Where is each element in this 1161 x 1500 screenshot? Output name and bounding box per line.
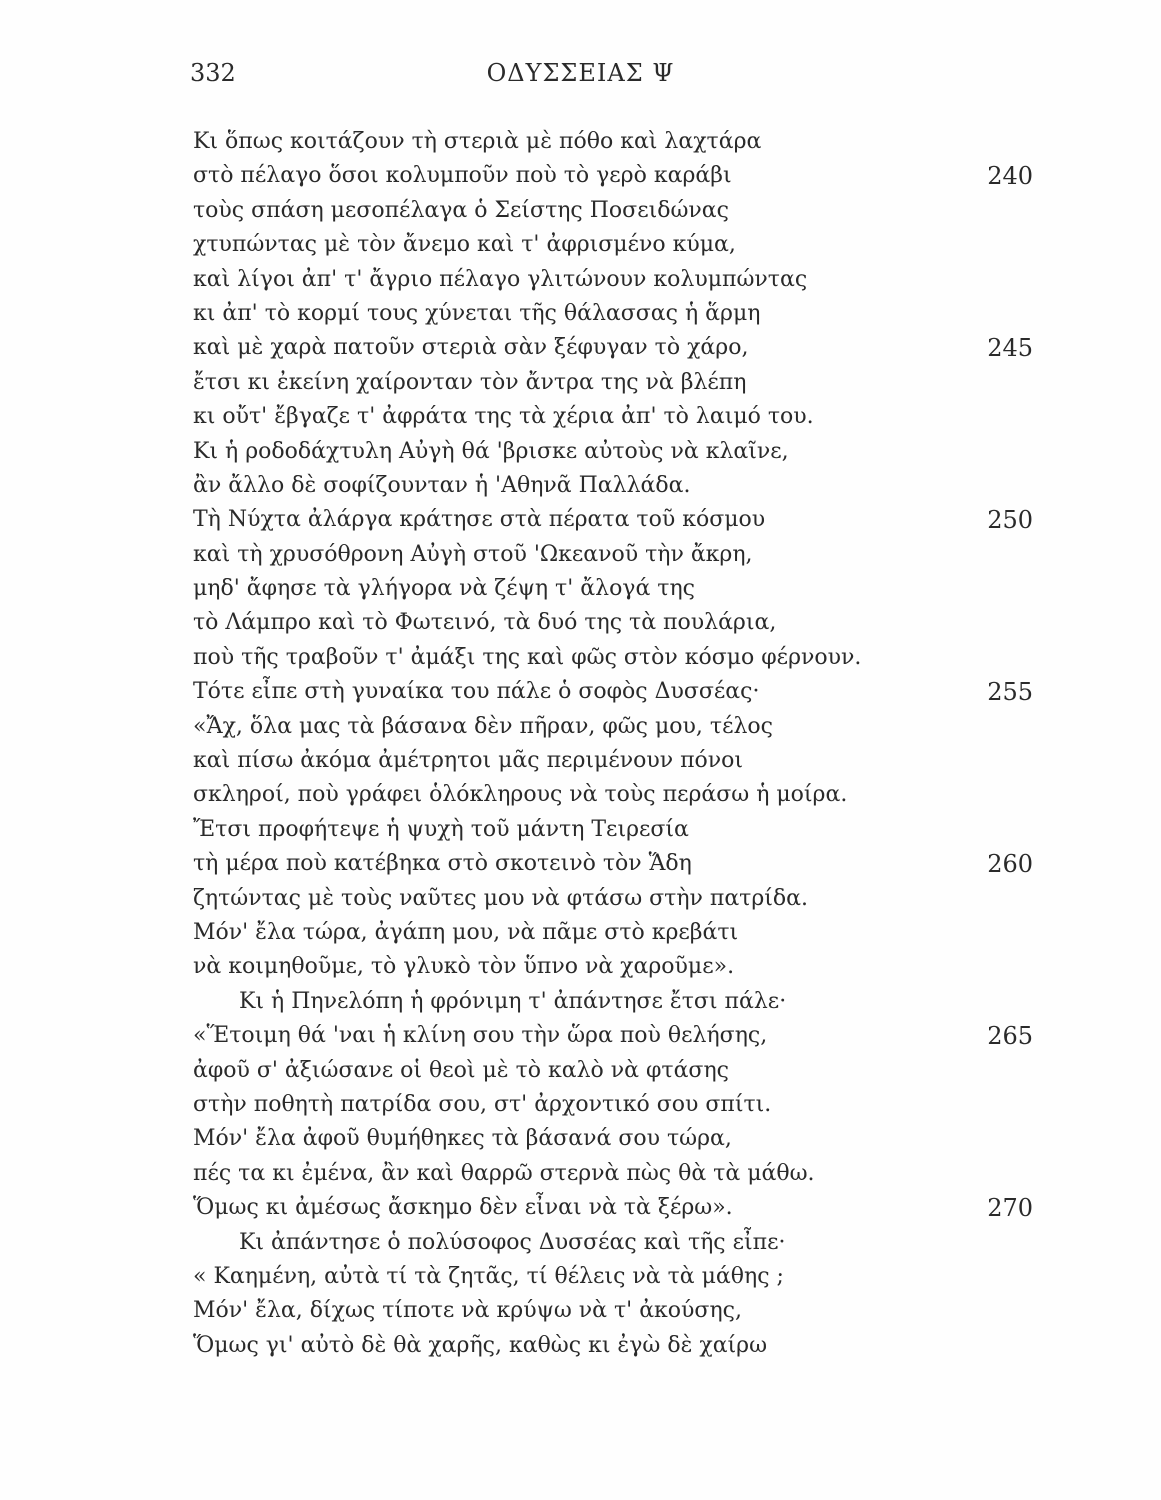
verse-text: « Καημένη, αὐτὰ τί τὰ ζητᾶς, τί θέλεις νὰ τὰ μάθης ; [193,1263,784,1289]
verse-text: μηδ' ἄφησε τὰ γλήγορα νὰ ζέψη τ' ἄλογά της [193,576,695,602]
verse-block [193,125,1073,1363]
verse-line [193,538,1073,572]
verse-text: Κι ἡ ροδοδάχτυλη Αὐγὴ θά 'βρισκε αὐτοὺς νὰ κλαῖνε, [193,438,789,464]
verse-text: Ὅμως γι' αὐτὸ δὲ θὰ χαρῆς, καθὼς κι ἐγὼ δὲ χαίρω [193,1332,768,1358]
verse-text: νὰ κοιμηθοῦμε, τὸ γλυκὸ τὸν ὕπνο νὰ χαροῦμε». [193,954,735,980]
verse-line [193,263,1073,297]
verse-text: Τὴ Νύχτα ἀλάργα κράτησε στὰ πέρατα τοῦ κόσμου [193,507,766,533]
verse-text: πές τα κι ἐμένα, ἂν καὶ θαρρῶ στερνὰ πὼς θὰ τὰ μάθω. [193,1160,815,1186]
line-number: 260 [987,850,1033,879]
verse-text: τὴ μέρα ποὺ κατέβηκα στὸ σκοτεινὸ τὸν Ἅδη [193,851,692,877]
verse-text: Ἔτσι προφήτεψε ἡ ψυχὴ τοῦ μάντη Τειρεσία [193,816,689,842]
verse-text: στὸ πέλαγο ὅσοι κολυμποῦν ποὺ τὸ γερὸ καράβι [193,163,732,189]
verse-text: ζητώντας μὲ τοὺς ναῦτες μου νὰ φτάσω στὴν πατρίδα. [193,885,809,911]
running-title: ΟΔΥΣΣΕΙΑΣ Ψ [486,59,675,87]
verse-text: καὶ πίσω ἀκόμα ἀμέτρητοι μᾶς περιμένουν πόνοι [193,748,744,774]
verse-line [193,675,1073,709]
verse-text: Μόν' ἔλα τώρα, ἀγάπη μου, νὰ πᾶμε στὸ κρεβάτι [193,919,739,945]
verse-text: ἔτσι κι ἐκείνη χαίρονταν τὸν ἄντρα της νὰ βλέπη [193,369,747,395]
page-number: 332 [190,59,236,87]
verse-line [193,710,1073,744]
verse-text: τοὺς σπάση μεσοπέλαγα ὁ Σείστης Ποσειδώνας [193,197,729,223]
verse-line [193,1054,1073,1088]
verse-text: Μόν' ἔλα ἀφοῦ θυμήθηκες τὰ βάσανά σου τώρα, [193,1126,732,1152]
verse-text: κι ἀπ' τὸ κορμί τους χύνεται τῆς θάλασσας ἡ ἅρμη [193,300,761,326]
verse-line [193,572,1073,606]
verse-line [193,331,1073,365]
line-number: 250 [987,506,1033,535]
verse-line [193,950,1073,984]
verse-line [193,1157,1073,1191]
line-number: 240 [987,162,1033,191]
verse-line [193,1226,1073,1260]
verse-line [193,813,1073,847]
line-number: 270 [987,1194,1033,1223]
verse-line [193,606,1073,640]
verse-line [193,194,1073,228]
verse-text: ἂν ἄλλο δὲ σοφίζουνταν ἡ 'Αθηνᾶ Παλλάδα. [193,472,691,498]
verse-text: Κι ἀπάντησε ὁ πολύσοφος Δυσσέας καὶ τῆς εἶπε· [239,1229,786,1255]
verse-line [193,882,1073,916]
verse-line [193,1329,1073,1363]
verse-line [193,1294,1073,1328]
verse-line [193,159,1073,193]
verse-line [193,1260,1073,1294]
verse-text: «Ἄχ, ὅλα μας τὰ βάσανα δὲν πῆραν, φῶς μου, τέλος [193,713,773,739]
verse-line [193,744,1073,778]
verse-text: Μόν' ἔλα, δίχως τίποτε νὰ κρύψω νὰ τ' ἀκούσης, [193,1298,742,1324]
verse-line [193,400,1073,434]
line-number: 245 [987,334,1033,363]
verse-line [193,435,1073,469]
verse-line [193,916,1073,950]
verse-line [193,228,1073,262]
line-number: 255 [987,678,1033,707]
verse-text: σκληροί, ποὺ γράφει ὁλόκληρους νὰ τοὺς περάσω ἡ μοίρα. [193,782,848,808]
verse-text: καὶ μὲ χαρὰ πατοῦν στεριὰ σὰν ξέφυγαν τὸ χάρο, [193,335,749,361]
verse-line [193,366,1073,400]
verse-line [193,125,1073,159]
verse-line [193,1088,1073,1122]
verse-text: ἀφοῦ σ' ἀξιώσανε οἱ θεοὶ μὲ τὸ καλὸ νὰ φτάσης [193,1057,729,1083]
verse-line [193,297,1073,331]
verse-line [193,847,1073,881]
verse-text: χτυπώντας μὲ τὸν ἄνεμο καὶ τ' ἀφρισμένο κύμα, [193,232,736,258]
verse-text: ποὺ τῆς τραβοῦν τ' ἀμάξι της καὶ φῶς στὸν κόσμο φέρνουν. [193,644,862,670]
verse-text: στὴν ποθητὴ πατρίδα σου, στ' ἀρχοντικό σου σπίτι. [193,1091,772,1117]
verse-line [193,641,1073,675]
verse-line [193,985,1073,1019]
verse-text: τὸ Λάμπρο καὶ τὸ Φωτεινό, τὰ δυό της τὰ πουλάρια, [193,610,777,636]
line-number: 265 [987,1022,1033,1051]
verse-line [193,469,1073,503]
verse-text: Κι ὅπως κοιτάζουν τὴ στεριὰ μὲ πόθο καὶ λαχτάρα [193,129,762,154]
verse-text: Κι ἡ Πηνελόπη ἡ φρόνιμη τ' ἀπάντησε ἔτσι πάλε· [239,988,787,1014]
verse-text: Τότε εἶπε στὴ γυναίκα του πάλε ὁ σοφὸς Δυσσέας· [193,679,760,705]
verse-text: καὶ λίγοι ἀπ' τ' ἄγριο πέλαγο γλιτώνουν κολυμπώντας [193,266,808,292]
verse-line [193,1191,1073,1225]
verse-line [193,1019,1073,1053]
verse-text: κι οὔτ' ἔβγαζε τ' ἀφράτα της τὰ χέρια ἀπ' τὸ λαιμό του. [193,404,814,430]
verse-text: «Ἕτοιμη θά 'ναι ἡ κλίνη σου τὴν ὥρα ποὺ θελήσης, [193,1023,768,1049]
verse-line [193,778,1073,812]
verse-line [193,503,1073,537]
verse-text: καὶ τὴ χρυσόθρονη Αὐγὴ στοῦ 'Ωκεανοῦ τὴν ἄκρη, [193,541,753,567]
verse-line [193,1122,1073,1156]
verse-text: Ὅμως κι ἀμέσως ἄσκημο δὲν εἶναι νὰ τὰ ξέρω». [193,1195,733,1221]
